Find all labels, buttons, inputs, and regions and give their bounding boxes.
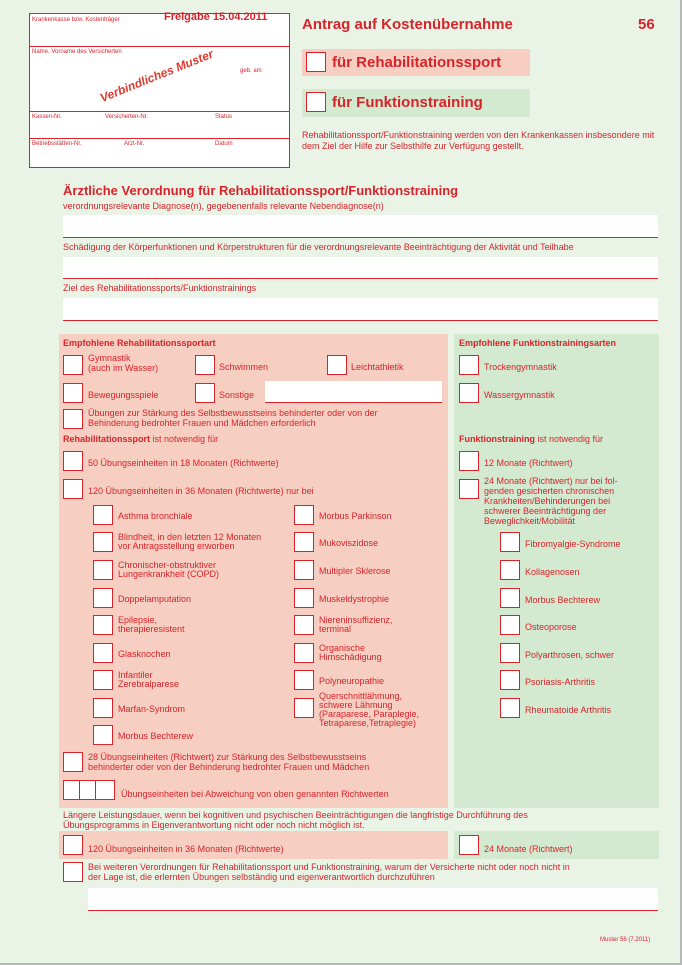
schwimmen-label: Schwimmen	[219, 362, 269, 372]
disease-left-5-label: Glasknochen	[118, 649, 171, 659]
rehab-heading: Empfohlene Rehabilitationssportart	[63, 338, 216, 348]
laengere-line1: Längere Leistungsdauer, wenn bei kognitiven und psychischen Beeinträchtigungen die langfristige Durchführung des	[63, 810, 528, 820]
wasser-checkbox[interactable]	[459, 383, 479, 403]
kassen-nr-label: Kassen-Nr.	[32, 114, 62, 120]
disease-left-8-label: Morbus Bechterew	[118, 731, 194, 741]
funk-opt24-line3: Krankheiten/Behinderungen bei	[484, 496, 611, 506]
funk-opt24-line4: schwerer Beeinträchtigung der	[484, 506, 607, 516]
disease-left-0-label: Asthma bronchiale	[118, 511, 193, 521]
opt28-label-line2: behinderter oder von der Behinderung bedrohter Frauen und Mädchen	[88, 762, 370, 772]
divider	[63, 237, 658, 238]
disease-left-4-label: therapieresistent	[118, 624, 185, 634]
disease-right-5-checkbox[interactable]	[294, 643, 314, 663]
geb-label: geb. am	[240, 68, 262, 74]
sonstige-checkbox[interactable]	[195, 383, 215, 403]
section-title: Ärztliche Verordnung für Rehabilitationssport/Funktionstraining	[63, 183, 459, 198]
funk-opt24-line2: genden gesicherten chronischen	[484, 486, 615, 496]
gymnastik-sub-label: (auch im Wasser)	[88, 363, 159, 373]
disease-left-1-label: vor Antragsstellung erworben	[118, 541, 235, 551]
divider	[30, 138, 289, 139]
funk-opt24-checkbox[interactable]	[459, 479, 479, 499]
weitere-line2: der Lage ist, die erlernten Übungen selbständig und eigenverantwortlich durchzuführen	[88, 872, 435, 882]
disease-right-4-checkbox[interactable]	[294, 615, 314, 635]
longterm-rehab-row	[59, 831, 448, 859]
disease-left-7-label: Marfan-Syndrom	[118, 704, 186, 714]
abweichung-digit3[interactable]	[95, 780, 115, 800]
freigabe-date: Freigabe 15.04.2011	[164, 11, 268, 23]
uebungen-label-line2: Behinderung bedrohter Frauen und Mädchen erforderlich	[88, 418, 316, 428]
opt28-checkbox[interactable]	[63, 752, 83, 772]
disease-left-5-checkbox[interactable]	[93, 643, 113, 663]
trocken-checkbox[interactable]	[459, 355, 479, 375]
funk-disease-1-label: Kollagenosen	[525, 567, 580, 577]
option-funktionstraining[interactable]	[302, 89, 530, 117]
disease-left-6-label: Infantiler	[118, 670, 153, 680]
disease-left-4-checkbox[interactable]	[93, 615, 113, 635]
disease-right-1-checkbox[interactable]	[294, 532, 314, 552]
funk-notwendig-rest: ist notwendig für	[537, 434, 604, 444]
disease-left-2-label: Lungenkrankheit (COPD)	[118, 569, 220, 579]
disease-left-3-checkbox[interactable]	[93, 588, 113, 608]
bewegungsspiele-checkbox[interactable]	[63, 383, 83, 403]
sonstige-field[interactable]	[265, 381, 442, 403]
abweichung-label: Übungseinheiten bei Abweichung von oben genannten Richtwerten	[121, 789, 389, 799]
diagnose-field[interactable]	[63, 215, 658, 237]
funk-disease-2-checkbox[interactable]	[500, 588, 520, 608]
betriebsstaetten-label: Betriebsstätten-Nr.	[32, 141, 82, 147]
disease-right-5-label: Hirnschädigung	[319, 652, 382, 662]
ziel-field[interactable]	[63, 298, 658, 320]
opt120-checkbox[interactable]	[63, 479, 83, 499]
disease-left-2-checkbox[interactable]	[93, 560, 113, 580]
diagnose-label: verordnungsrelevante Diagnose(n), gegebenenfalls relevante Nebendiagnose(n)	[63, 201, 384, 211]
funk-opt24-line5: Beweglichkeit/Mobilität	[484, 516, 576, 526]
disease-left-1-label: Blindheit, in den letzten 12 Monaten	[118, 532, 262, 542]
disease-left-8-checkbox[interactable]	[93, 725, 113, 745]
disease-right-1-label: Mukoviszidose	[319, 538, 379, 548]
gymnastik-label: Gymnastik	[88, 353, 131, 363]
funk-opt12-checkbox[interactable]	[459, 451, 479, 471]
datum-label: Datum	[215, 141, 233, 147]
gymnastik-checkbox[interactable]	[63, 355, 83, 375]
funk-disease-1-checkbox[interactable]	[500, 560, 520, 580]
uebungen-checkbox[interactable]	[63, 409, 83, 429]
disease-right-7-checkbox[interactable]	[294, 698, 314, 718]
schaedigung-field[interactable]	[63, 257, 658, 278]
rehab-notwendig-rest: ist notwendig für	[152, 434, 219, 444]
disease-left-7-checkbox[interactable]	[93, 698, 113, 718]
watermark: Verbindliches Muster	[98, 46, 216, 105]
funk-disease-3-label: Osteoporose	[525, 622, 577, 632]
funk-disease-0-checkbox[interactable]	[500, 532, 520, 552]
divider	[88, 910, 658, 911]
status-label: Status	[215, 114, 233, 120]
disease-right-7-label: schwere Lähmung	[319, 700, 393, 710]
funk-opt12-label: 12 Monate (Richtwert)	[484, 458, 573, 468]
form-number: 56	[638, 16, 655, 33]
disease-right-3-label: Muskeldystrophie	[319, 594, 390, 604]
disease-left-1-checkbox[interactable]	[93, 532, 113, 552]
funk-disease-5-checkbox[interactable]	[500, 670, 520, 690]
divider	[63, 278, 658, 279]
name-label: Name, Vorname des Versicherten	[32, 49, 122, 55]
page-title: Antrag auf Kostenübernahme	[302, 16, 513, 33]
opt120-label: 120 Übungseinheiten in 36 Monaten (Richtwerte) nur bei	[88, 486, 314, 496]
funk-notwendig-bold: Funktionstraining	[459, 434, 535, 444]
longterm-24-checkbox[interactable]	[459, 835, 479, 855]
divider	[30, 46, 289, 47]
laengere-line2: Übungsprogramms in Eigenverantwortung nicht oder noch nicht möglich ist.	[63, 820, 365, 830]
option-label: für Rehabilitationssport	[332, 54, 502, 71]
uebungen-label-line1: Übungen zur Stärkung des Selbstbewusstseins behinderter oder von der	[88, 408, 378, 418]
funk-disease-6-label: Rheumatoide Arthritis	[525, 705, 612, 715]
disease-left-0-checkbox[interactable]	[93, 505, 113, 525]
rehab-notwendig-bold: Rehabilitationssport	[63, 434, 151, 444]
weitere-checkbox[interactable]	[63, 862, 83, 882]
funk-heading: Empfohlene Funktionstrainingsarten	[459, 338, 617, 348]
opt28-label-line1: 28 Übungseinheiten (Richtwert) zur Stärkung des Selbstbewusstseins	[88, 752, 367, 762]
option-rehabilitationssport[interactable]	[302, 49, 530, 76]
disease-right-2-label: Multipler Sklerose	[319, 566, 391, 576]
opt50-checkbox[interactable]	[63, 451, 83, 471]
divider	[30, 111, 289, 112]
opt50-label: 50 Übungseinheiten in 18 Monaten (Richtwerte)	[88, 458, 279, 468]
disease-right-4-label: terminal	[319, 624, 352, 634]
intro-text: Rehabilitationssport/Funktionstraining werden von den Krankenkassen insbesondere mit dem Ziel der Hilfe zur Selbsthilfe zur Verfügung gestellt.	[302, 130, 655, 151]
checkbox[interactable]	[306, 92, 326, 112]
schaedigung-label: Schädigung der Körperfunktionen und Körperstrukturen für die verordnungsrelevante Beeinträchtigung der Aktivität und Teilhabe	[63, 242, 574, 252]
wasser-label: Wassergymnastik	[484, 390, 555, 400]
disease-right-0-label: Morbus Parkinson	[319, 511, 392, 521]
checkbox[interactable]	[306, 52, 326, 72]
disease-left-6-checkbox[interactable]	[93, 670, 113, 690]
funk-disease-5-label: Psoriasis-Arthritis	[525, 677, 596, 687]
divider	[63, 320, 658, 321]
funk-disease-6-checkbox[interactable]	[500, 698, 520, 718]
funk-disease-0-label: Fibromyalgie-Syndrome	[525, 539, 621, 549]
muster-label: Muster 56 (7.2011)	[600, 937, 651, 943]
weitere-line1: Bei weiteren Verordnungen für Rehabilitationssport und Funktionstraining, warum der Versicherte nicht oder noch nicht in	[88, 862, 570, 872]
funk-disease-2-label: Morbus Bechterew	[525, 595, 601, 605]
weitere-field[interactable]	[88, 888, 658, 910]
schwimmen-checkbox[interactable]	[195, 355, 215, 375]
arzt-nr-label: Arzt-Nr.	[124, 141, 145, 147]
disease-left-2-label: Chronischer-obstruktiver	[118, 560, 217, 570]
disease-right-4-label: Niereninsuffizienz,	[319, 615, 393, 625]
sonstige-label: Sonstige	[219, 390, 255, 400]
disease-right-7-label: Tetraparese,Tetraplegie)	[319, 718, 417, 728]
longterm-24-label: 24 Monate (Richtwert)	[484, 844, 573, 854]
funk-disease-4-checkbox[interactable]	[500, 643, 520, 663]
disease-right-6-label: Polyneuropathie	[319, 676, 385, 686]
patient-address-box	[29, 13, 290, 168]
disease-right-7-label: (Paraparese, Paraplegie,	[319, 709, 420, 719]
longterm-funk-row	[454, 831, 659, 859]
disease-left-6-label: Zerebralparese	[118, 679, 180, 689]
leichtathletik-label: Leichtathletik	[351, 362, 404, 372]
trocken-label: Trockengymnastik	[484, 362, 557, 372]
disease-right-3-checkbox[interactable]	[294, 588, 314, 608]
leichtathletik-checkbox[interactable]	[327, 355, 347, 375]
longterm-120-label: 120 Übungseinheiten in 36 Monaten (Richtwerte)	[88, 844, 284, 854]
versicherten-nr-label: Versicherten-Nr.	[105, 114, 149, 120]
disease-right-0-checkbox[interactable]	[294, 505, 314, 525]
disease-right-5-label: Organische	[319, 643, 366, 653]
disease-left-3-label: Doppelamputation	[118, 594, 192, 604]
funk-opt24-line1: 24 Monate (Richtwert) nur bei fol-	[484, 476, 618, 486]
krankenkasse-label: Krankenkasse bzw. Kostenträger	[32, 17, 120, 23]
disease-left-4-label: Epilepsie,	[118, 615, 158, 625]
ziel-label: Ziel des Rehabilitationssports/Funktionstrainings	[63, 283, 257, 293]
funk-disease-3-checkbox[interactable]	[500, 615, 520, 635]
disease-right-6-checkbox[interactable]	[294, 670, 314, 690]
longterm-120-checkbox[interactable]	[63, 835, 83, 855]
disease-right-2-checkbox[interactable]	[294, 560, 314, 580]
funk-disease-4-label: Polyarthrosen, schwer	[525, 650, 615, 660]
funktionstraining-panel	[454, 334, 659, 808]
bewegungsspiele-label: Bewegungsspiele	[88, 390, 159, 400]
rehab-panel	[59, 334, 448, 808]
option-label: für Funktionstraining	[332, 94, 483, 111]
disease-right-7-label: Querschnittlähmung,	[319, 691, 403, 701]
